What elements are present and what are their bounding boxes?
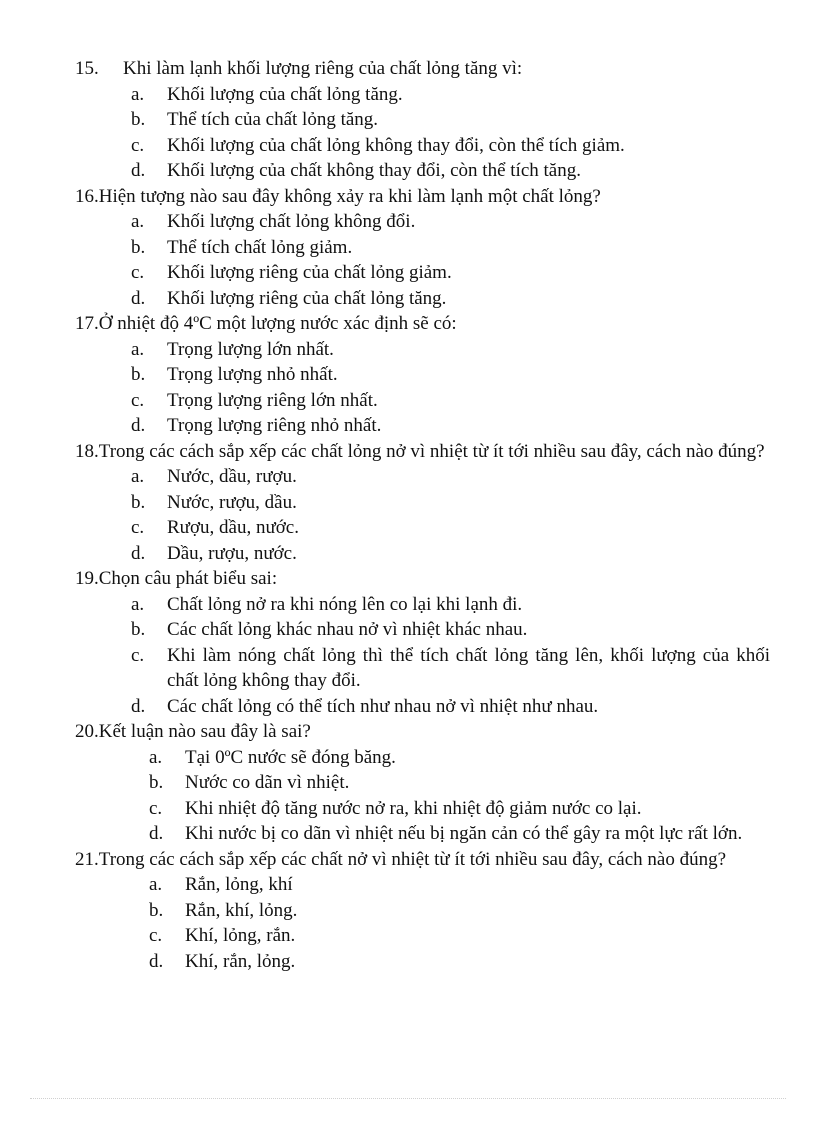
option-b	[75, 770, 770, 796]
option-text: Khối lượng riêng của chất lỏng giảm.	[167, 262, 452, 283]
option-letter: c.	[149, 925, 163, 946]
question-text: Kết luận nào sau đây là sai?	[98, 721, 311, 742]
option-text: Rắn, khí, lỏng.	[185, 899, 298, 921]
option-a	[75, 592, 770, 618]
question-number: 21.	[75, 848, 99, 870]
option-a	[75, 745, 770, 771]
option-b	[75, 235, 770, 261]
option-letter: c.	[131, 644, 145, 666]
option-letter: a.	[131, 593, 145, 615]
option-letter: c.	[131, 134, 145, 156]
option-d	[75, 286, 770, 312]
option-letter: b.	[149, 899, 164, 921]
question-text: Hiện tượng nào sau đây không xảy ra khi làm lạnh một chất lỏng?	[98, 185, 601, 207]
option-text: Khối lượng chất lỏng không đổi.	[167, 211, 416, 232]
option-letter: d.	[131, 160, 146, 181]
option-d	[75, 413, 770, 439]
question-18	[75, 439, 770, 567]
option-d	[75, 694, 770, 720]
option-c	[75, 923, 770, 949]
option-letter: b.	[131, 364, 146, 385]
option-letter: c.	[149, 797, 163, 819]
option-letter: b.	[131, 619, 146, 640]
option-list	[75, 464, 770, 566]
option-list	[75, 872, 770, 974]
question-19	[75, 566, 770, 719]
question-20	[75, 719, 770, 847]
option-letter: a.	[149, 746, 163, 768]
question-stem	[75, 184, 770, 210]
footer-divider	[30, 1098, 786, 1099]
question-stem	[75, 566, 770, 592]
option-text: Thể tích của chất lỏng tăng.	[167, 109, 379, 130]
question-list	[75, 56, 770, 974]
question-stem	[75, 719, 770, 745]
option-text: Khối lượng của chất lỏng tăng.	[167, 83, 403, 105]
option-b	[75, 362, 770, 388]
question-text: Ở nhiệt độ 4ºC một lượng nước xác định sẽ có:	[98, 313, 457, 334]
option-letter: a.	[131, 83, 145, 105]
option-list	[75, 82, 770, 184]
option-text: Nước co dãn vì nhiệt.	[185, 772, 350, 793]
option-a	[75, 209, 770, 235]
option-b	[75, 898, 770, 924]
option-b	[75, 107, 770, 133]
option-letter: b.	[131, 491, 146, 513]
option-a	[75, 82, 770, 108]
option-a	[75, 872, 770, 898]
option-text: Rượu, dầu, nước.	[167, 517, 299, 538]
question-text: Trong các cách sắp xếp các chất nở vì nhiệt từ ít tới nhiều sau đây, cách nào đúng?	[98, 848, 727, 870]
question-text: Khi làm lạnh khối lượng riêng của chất lỏng tăng vì:	[123, 58, 523, 79]
option-d	[75, 949, 770, 975]
option-text: Nước, rượu, dầu.	[167, 491, 297, 513]
option-letter: d.	[131, 695, 146, 717]
option-d	[75, 541, 770, 567]
option-letter: c.	[131, 389, 145, 411]
option-text: Khí, rắn, lỏng.	[185, 950, 296, 972]
question-stem	[75, 847, 770, 873]
question-15	[75, 56, 770, 184]
option-list	[75, 592, 770, 720]
option-letter: b.	[149, 772, 164, 793]
option-a	[75, 337, 770, 363]
option-text: Khối lượng riêng của chất lỏng tăng.	[167, 287, 447, 309]
option-letter: d.	[131, 542, 146, 564]
option-text: Nước, dầu, rượu.	[167, 466, 297, 487]
option-c	[75, 388, 770, 414]
option-text: Trọng lượng riêng lớn nhất.	[167, 389, 378, 411]
option-b	[75, 490, 770, 516]
option-text: Khi nhiệt độ tăng nước nở ra, khi nhiệt độ giảm nước co lại.	[185, 797, 642, 819]
question-stem	[75, 311, 770, 337]
option-letter: a.	[131, 211, 145, 232]
question-number: 15.	[75, 58, 99, 79]
option-letter: d.	[149, 823, 164, 844]
question-number: 19.	[75, 568, 99, 589]
option-list	[75, 209, 770, 311]
option-letter: a.	[149, 874, 163, 895]
option-letter: b.	[131, 236, 146, 258]
question-number: 18.	[75, 440, 99, 462]
option-text: Khối lượng của chất lỏng không thay đổi, còn thể tích giảm.	[167, 134, 625, 156]
question-stem	[75, 56, 770, 82]
question-stem	[75, 439, 770, 465]
option-d	[75, 158, 770, 184]
option-a	[75, 464, 770, 490]
option-text: Trọng lượng riêng nhỏ nhất.	[167, 415, 382, 436]
question-16	[75, 184, 770, 312]
option-text: Các chất lỏng khác nhau nở vì nhiệt khác nhau.	[167, 619, 528, 640]
option-text: Các chất lỏng có thể tích như nhau nở vì nhiệt như nhau.	[167, 695, 599, 717]
option-letter: a.	[131, 466, 145, 487]
question-number: 16.	[75, 185, 99, 207]
question-number: 20.	[75, 721, 99, 742]
option-letter: c.	[131, 262, 145, 283]
option-c	[75, 515, 770, 541]
option-letter: d.	[131, 287, 146, 309]
option-c	[75, 260, 770, 286]
option-text: Trọng lượng nhỏ nhất.	[167, 364, 338, 385]
option-text: Chất lỏng nở ra khi nóng lên co lại khi lạnh đi.	[167, 593, 523, 615]
option-list	[75, 337, 770, 439]
question-number: 17.	[75, 313, 99, 334]
option-b	[75, 617, 770, 643]
option-text: Dầu, rượu, nước.	[167, 542, 297, 564]
option-c	[75, 643, 770, 694]
question-text: Trong các cách sắp xếp các chất lỏng nở vì nhiệt từ ít tới nhiều sau đây, cách nào đúng?	[98, 440, 765, 462]
option-text: Thể tích chất lỏng giảm.	[167, 236, 353, 258]
option-text: Rắn, lỏng, khí	[185, 874, 293, 895]
option-text: Khi nước bị co dãn vì nhiệt nếu bị ngăn cản có thể gây ra một lực rất lớn.	[185, 823, 743, 844]
option-text: Khối lượng của chất không thay đổi, còn thể tích tăng.	[167, 160, 581, 181]
option-list	[75, 745, 770, 847]
question-text: Chọn câu phát biểu sai:	[98, 568, 278, 589]
option-letter: d.	[149, 950, 164, 972]
option-text: Khi làm nóng chất lỏng thì thể tích chất lỏng tăng lên, khối lượng của khối chất lỏng không thay đổi.	[167, 644, 770, 691]
option-text: Trọng lượng lớn nhất.	[167, 338, 334, 360]
option-letter: d.	[131, 415, 146, 436]
option-text: Tại 0ºC nước sẽ đóng băng.	[185, 746, 396, 768]
question-17	[75, 311, 770, 439]
option-c	[75, 796, 770, 822]
option-c	[75, 133, 770, 159]
option-text: Khí, lỏng, rắn.	[185, 925, 296, 946]
option-d	[75, 821, 770, 847]
option-letter: b.	[131, 109, 146, 130]
option-letter: a.	[131, 338, 145, 360]
option-letter: c.	[131, 517, 145, 538]
question-21	[75, 847, 770, 975]
